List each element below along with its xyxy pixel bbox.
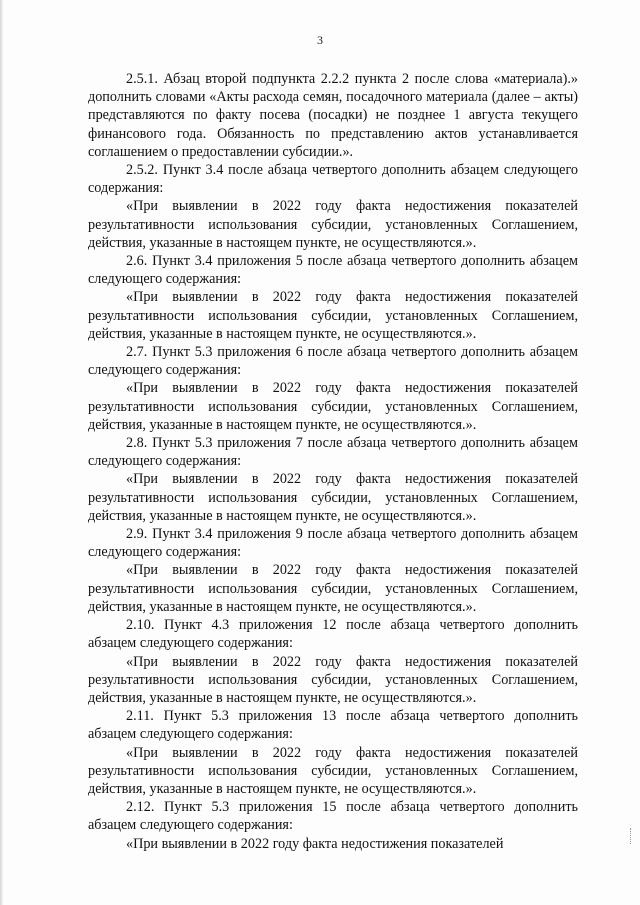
quoted-paragraph: «При выявлении в 2022 году факта недостижения показателей результативности использования субсидии, установленных Соглашением, действия, указанные в настоящем пункте, не осуществляются.». (88, 744, 578, 797)
margin-mark (630, 828, 634, 844)
paragraph-2-5-1: 2.5.1. Абзац второй подпункта 2.2.2 пункта 2 после слова «материала).» дополнить словами «Акты расхода семян, посадочного материала (далее – акты) представляются по факту посева (посадки) не позднее 1 августа текущего финансового года. Обязанность по представлению актов устанавливается соглашением о предоставлении субсидии.». (88, 71, 578, 160)
quoted-paragraph: «При выявлении в 2022 году факта недостижения показателей результативности использования субсидии, установленных Соглашением, действия, указанные в настоящем пункте, не осуществляются.». (88, 289, 578, 342)
paragraph-2-6: 2.6. Пункт 3.4 приложения 5 после абзаца четвертого дополнить абзацем следующего содержания: (88, 253, 578, 288)
document-body (88, 70, 578, 853)
paragraph-2-8: 2.8. Пункт 5.3 приложения 7 после абзаца четвертого дополнить абзацем следующего содержания: (88, 435, 578, 470)
quoted-paragraph: «При выявлении в 2022 году факта недостижения показателей результативности использования субсидии, установленных Соглашением, действия, указанные в настоящем пункте, не осуществляются.». (88, 653, 578, 706)
paragraph-2-5-2: 2.5.2. Пункт 3.4 после абзаца четвертого дополнить абзацем следующего содержания: (88, 162, 578, 197)
quoted-paragraph-partial: «При выявлении в 2022 году факта недостижения показателей (126, 835, 504, 852)
paragraph-2-12: 2.12. Пункт 5.3 приложения 15 после абзаца четвертого дополнить абзацем следующего содержания: (88, 799, 578, 834)
quoted-paragraph: «При выявлении в 2022 году факта недостижения показателей результативности использования субсидии, установленных Соглашением, действия, указанные в настоящем пункте, не осуществляются.». (88, 380, 578, 433)
scan-edge (0, 0, 3, 905)
paragraph-2-10: 2.10. Пункт 4.3 приложения 12 после абзаца четвертого дополнить абзацем следующего содержания: (88, 617, 578, 652)
paragraph-2-7: 2.7. Пункт 5.3 приложения 6 после абзаца четвертого дополнить абзацем следующего содержания: (88, 344, 578, 379)
paragraph-2-11: 2.11. Пункт 5.3 приложения 13 после абзаца четвертого дополнить абзацем следующего содержания: (88, 708, 578, 743)
quoted-paragraph: «При выявлении в 2022 году факта недостижения показателей результативности использования субсидии, установленных Соглашением, действия, указанные в настоящем пункте, не осуществляются.». (88, 471, 578, 524)
paragraph-2-9: 2.9. Пункт 3.4 приложения 9 после абзаца четвертого дополнить абзацем следующего содержания: (88, 526, 578, 561)
page-number: 3 (317, 33, 323, 47)
quoted-paragraph: «При выявлении в 2022 году факта недостижения показателей результативности использования субсидии, установленных Соглашением, действия, указанные в настоящем пункте, не осуществляются.». (88, 198, 578, 251)
quoted-paragraph: «При выявлении в 2022 году факта недостижения показателей результативности использования субсидии, установленных Соглашением, действия, указанные в настоящем пункте, не осуществляются.». (88, 562, 578, 615)
